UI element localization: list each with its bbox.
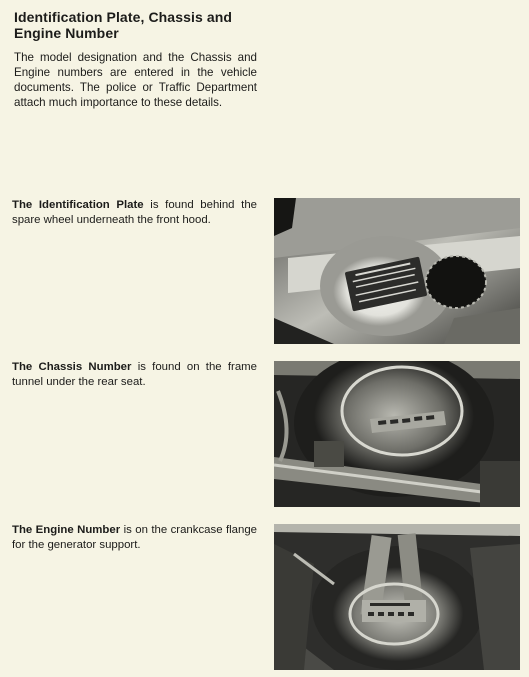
heading-line-1: Identification Plate, Chassis and — [14, 9, 233, 25]
intro-paragraph: The model designation and the Chassis and Engine numbers are entered in the vehicle documents. The police or Traffic Department attach much importance to these details. — [14, 51, 257, 109]
engine-number-caption — [12, 523, 257, 553]
identification-plate-text: is found behind the spare wheel underneath the front hood. — [12, 199, 257, 226]
chassis-number-photo — [274, 361, 520, 507]
chassis-number-caption — [12, 360, 257, 390]
chassis-number-text: is found on the frame tunnel under the rear seat. — [12, 361, 257, 388]
identification-plate-photo — [274, 198, 520, 344]
engine-number-photo — [274, 524, 520, 670]
engine-number-term: The Engine Number — [12, 524, 121, 536]
heading-line-2: Engine Number — [14, 25, 119, 41]
chassis-number-term: The Chassis Number — [12, 361, 132, 373]
engine-number-text: is on the crankcase flange for the generator support. — [12, 524, 257, 551]
page-heading — [14, 9, 254, 41]
identification-plate-caption — [12, 198, 257, 228]
identification-plate-term: The Identification Plate — [12, 199, 144, 211]
